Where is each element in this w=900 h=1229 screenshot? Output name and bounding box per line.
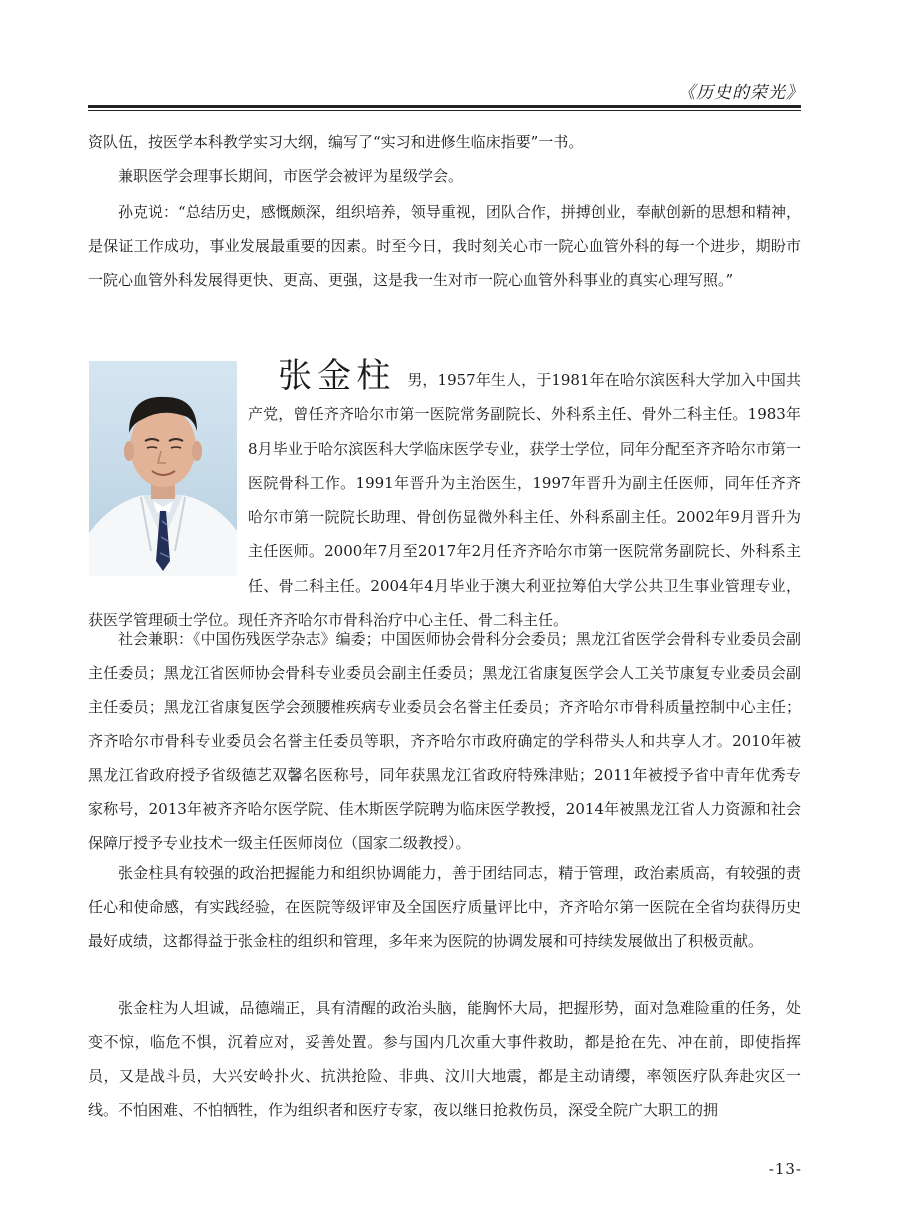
paragraph: 资队伍，按医学本科教学实习大纲，编写了“实习和进修生临床指要”一书。 bbox=[88, 133, 584, 151]
page-number: -13- bbox=[768, 1160, 802, 1178]
bio-section bbox=[88, 356, 802, 637]
paragraph: 张金柱具有较强的政治把握能力和组织协调能力，善于团结同志，精于管理，政治素质高，有较强的责任心和使命感，有实践经验，在医院等级评审及全国医疗质量评比中，齐齐哈尔第一医院在全省均获得历史最好成绩，这都得益于张金柱的组织和管理，多年来为医院的协调发展和可持续发展做出了积极贡献。 bbox=[88, 864, 801, 950]
bio-intro: 男，1957年生人，于1981年在哈尔滨医科大学加入中国共产党，曾任齐齐哈尔市第一医院常务副院长、外科系主任、骨外二科主任。1983年8月毕业于哈尔滨医科大学临床医学专业，获学士学位，同年分配至齐齐哈尔市第一医院骨科工作。1991年晋升为主治医生，1997年晋升为副主任医师，同年任齐齐哈尔市第一院院长助理、骨创伤显微外科主任、外科系副主任。2002年9月晋升为主任医师。2000年7月至2017年2月任齐齐哈尔市第一医院常务副院长、外科系主任、骨二科主任。2004年4月毕业于澳大利亚拉筹伯大学公共卫生事业管理专业，获医学管理硕士学位。现任齐齐哈尔市骨科治疗中心主任、骨二科主任。 bbox=[88, 371, 802, 630]
paragraph: 张金柱为人坦诚，品德端正，具有清醒的政治头脑，能胸怀大局，把握形势，面对急难险重的任务，处变不惊，临危不惧，沉着应对，妥善处置。参与国内几次重大事件救助，都是抢在先、冲在前，即使指挥员，又是战斗员，大兴安岭扑火、抗洪抢险、非典、汶川大地震，都是主动请缨，率领医疗队奔赴灾区一线。不怕困难、不怕牺牲，作为组织者和医疗专家，夜以继日抢救伤员，深受全院广大职工的拥 bbox=[88, 999, 801, 1119]
paragraph: 孙克说：“总结历史，感慨颇深，组织培养，领导重视，团队合作，拼搏创业，奉献创新的思想和精神，是保证工作成功，事业发展最重要的因素。时至今日，我时刻关心市一院心血管外科的每一个进步，期盼市一院心血管外科发展得更快、更高、更强，这是我一生对市一院心血管外科事业的真实心理写照。” bbox=[88, 203, 801, 289]
page-header-title: 《历史的荣光》 bbox=[678, 83, 804, 103]
header-rule-thick bbox=[88, 105, 801, 108]
header-rule-thin bbox=[88, 110, 801, 111]
bio-name: 张金柱 bbox=[278, 356, 396, 396]
paragraph: 社会兼职：《中国伤残医学杂志》编委；中国医师协会骨科分会委员；黑龙江省医学会骨科专业委员会副主任委员；黑龙江省医师协会骨科专业委员会副主任委员；黑龙江省康复医学会人工关节康复专业委员会副主任委员；黑龙江省康复医学会颈腰椎疾病专业委员会名誉主任委员；齐齐哈尔市骨科质量控制中心主任；齐齐哈尔市骨科专业委员会名誉主任委员等职，齐齐哈尔市政府确定的学科带头人和共享人才。2010年被黑龙江省政府授予省级德艺双馨名医称号，同年获黑龙江省政府特殊津贴；2011年被授予省中青年优秀专家称号，2013年被齐齐哈尔医学院、佳木斯医学院聘为临床医学教授，2014年被黑龙江省人力资源和社会保障厅授予专业技术一级主任医师岗位（国家二级教授）。 bbox=[88, 630, 801, 852]
paragraph: 兼职医学会理事长期间，市医学会被评为星级学会。 bbox=[118, 167, 464, 185]
